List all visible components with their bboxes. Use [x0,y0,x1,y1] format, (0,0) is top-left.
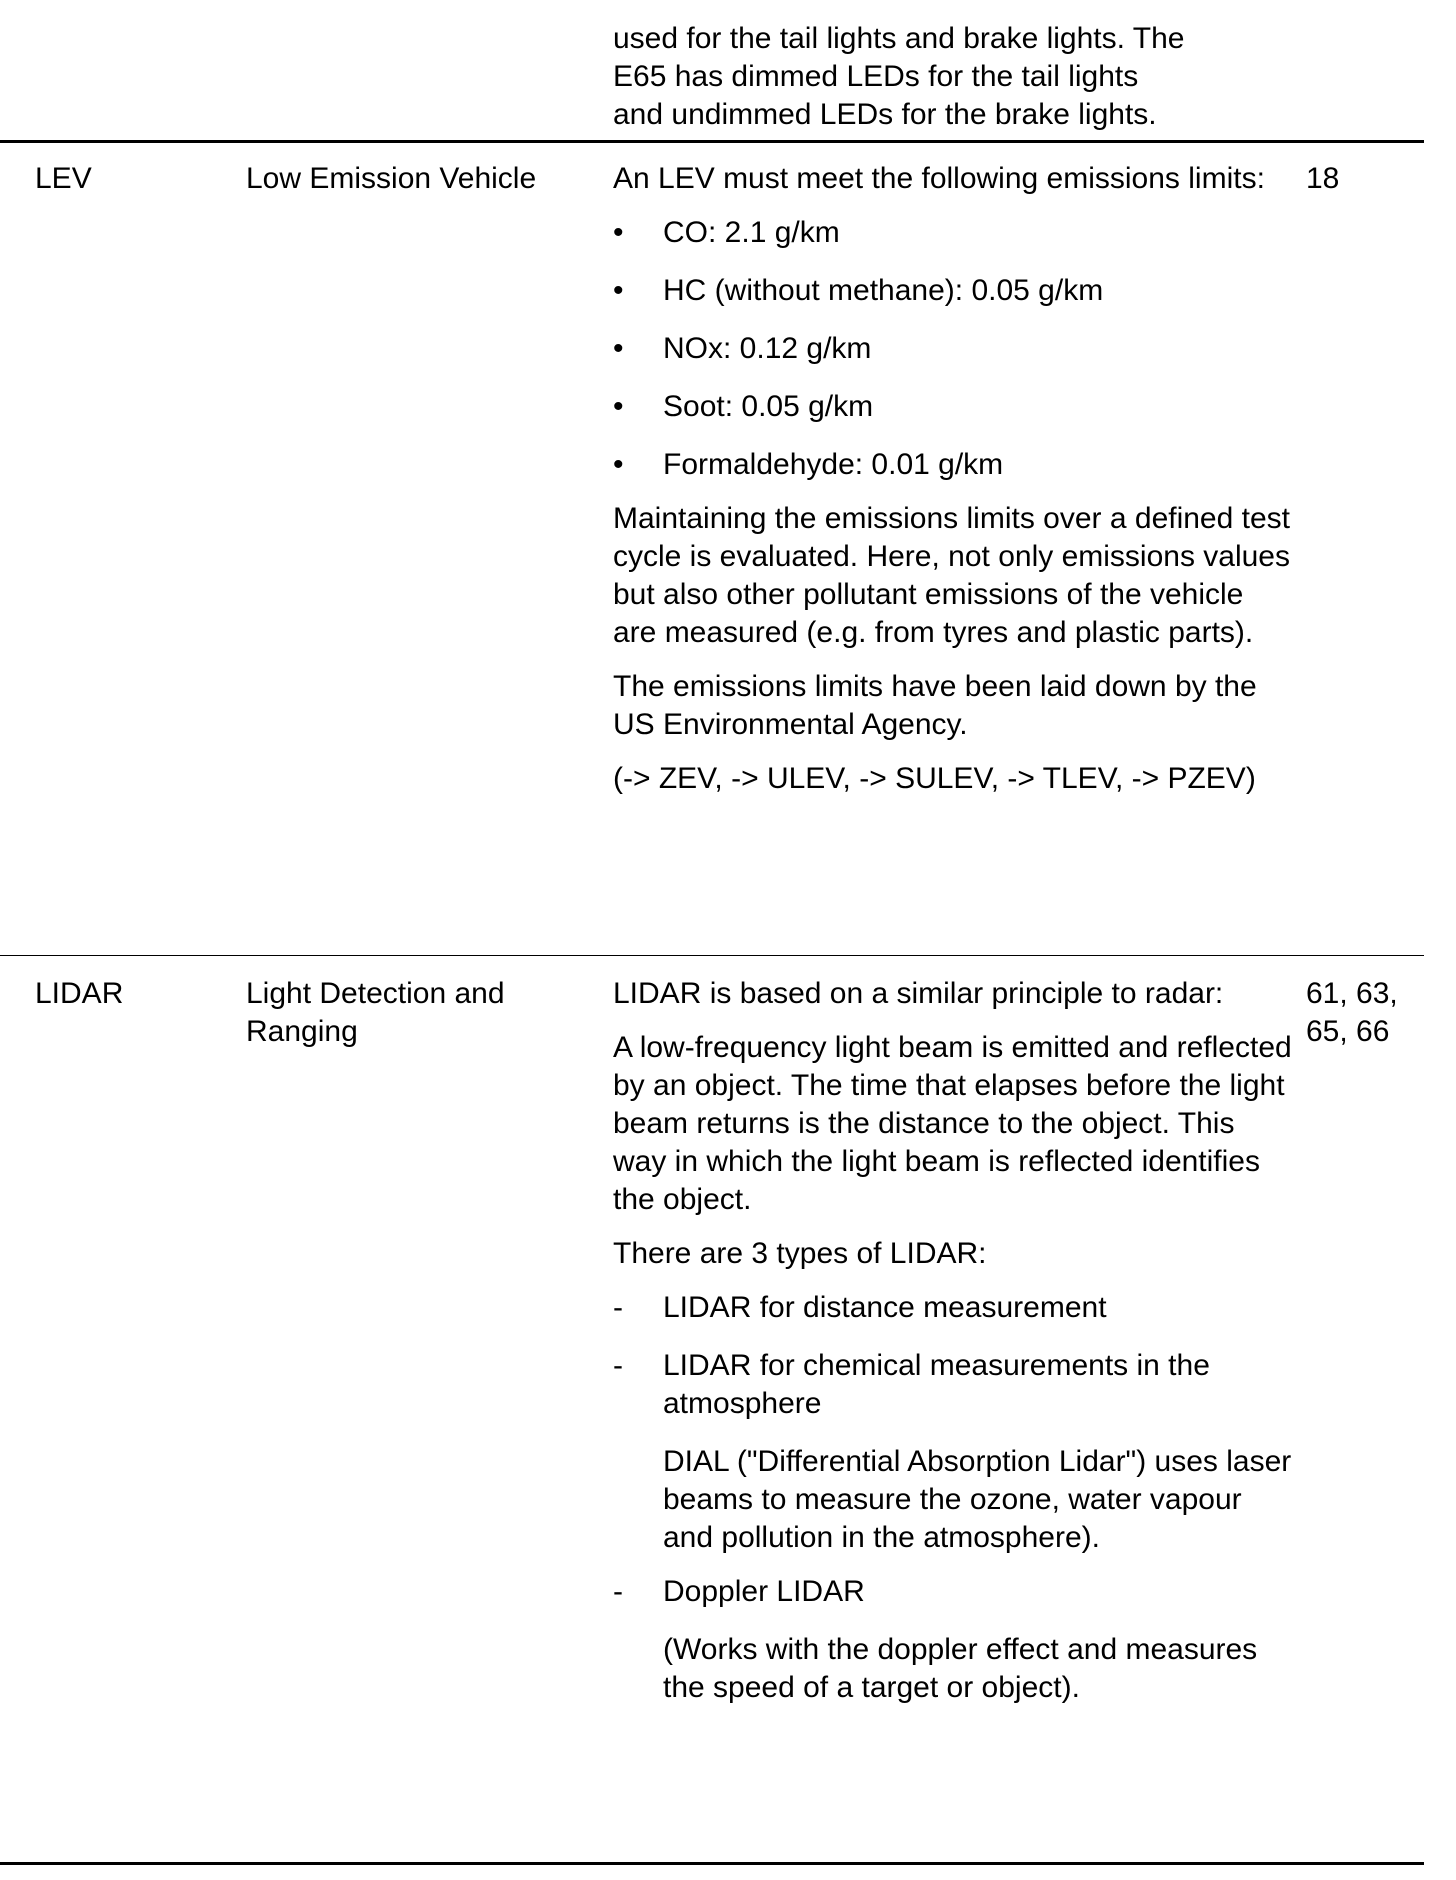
bullet-icon: • [613,448,624,481]
lidar-type-label: LIDAR for distance measurement [663,1291,1107,1324]
previous-row-line: used for the tail lights and brake lights. The [613,22,1185,55]
bullet-icon: • [613,390,624,423]
lidar-type-note: DIAL ("Differential Absorption Lidar") uses laser beams to measure the ozone, water vapour and pollution in the atmosphere). [663,1445,1292,1554]
lidar-description [613,975,1293,1723]
bullet-icon: • [613,274,624,307]
lidar-intro: LIDAR is based on a similar principle to radar: [613,977,1224,1010]
lidar-type-item [613,1289,1293,1327]
lev-test-cycle-paragraph: Maintaining the emissions limits over a defined test cycle is evaluated. Here, not only emissions values but also other pollutant emissions of the vehicle are measured (e.g. from tyres and plastic parts). [613,502,1290,649]
row-divider [0,1862,1424,1865]
lev-intro: An LEV must meet the following emissions limits: [613,162,1265,195]
lev-abbreviation: LEV [35,162,92,195]
lev-description [613,160,1293,798]
lev-agency-paragraph: The emissions limits have been laid down by the US Environmental Agency. [613,670,1257,741]
lev-limit-item [613,214,1293,252]
lev-limit-text: CO: 2.1 g/km [663,216,840,249]
lidar-principle-paragraph: A low-frequency light beam is emitted and reflected by an object. The time that elapses before the light beam returns is the distance to the object. This way in which the light beam is reflected identifies the object. [613,1031,1292,1216]
lidar-abbreviation: LIDAR [35,977,124,1010]
lidar-term: Light Detection and Ranging [246,977,505,1048]
lev-limit-text: Formaldehyde: 0.01 g/km [663,448,1004,481]
lev-limit-item [613,446,1293,484]
lev-limit-text: NOx: 0.12 g/km [663,332,872,365]
lev-limit-text: Soot: 0.05 g/km [663,390,874,423]
lidar-type-item [613,1573,1293,1611]
dash-icon: - [613,1349,623,1382]
lev-limit-item [613,388,1293,426]
lidar-type-label: LIDAR for chemical measurements in the atmosphere [663,1349,1210,1420]
lev-limit-item [613,330,1293,368]
dash-icon: - [613,1575,623,1608]
lev-limit-text: HC (without methane): 0.05 g/km [663,274,1104,307]
lev-see-also: (-> ZEV, -> ULEV, -> SULEV, -> TLEV, -> PZEV) [613,762,1256,795]
lidar-type-item [613,1347,1293,1423]
lidar-page-ref: 61, 63, 65, 66 [1306,977,1398,1048]
lev-page-ref: 18 [1306,162,1340,195]
lev-limit-item [613,272,1293,310]
row-divider [0,955,1424,956]
lev-term: Low Emission Vehicle [246,162,537,195]
lidar-type-note: (Works with the doppler effect and measures the speed of a target or object). [663,1633,1258,1704]
previous-row-line: E65 has dimmed LEDs for the tail lights [613,60,1139,93]
lidar-type-label: Doppler LIDAR [663,1575,865,1608]
dash-icon: - [613,1291,623,1324]
bullet-icon: • [613,216,624,249]
row-divider [0,140,1424,143]
previous-row-description [613,20,1293,134]
previous-row-line: and undimmed LEDs for the brake lights. [613,98,1157,131]
bullet-icon: • [613,332,624,365]
lidar-types-intro: There are 3 types of LIDAR: [613,1237,987,1270]
